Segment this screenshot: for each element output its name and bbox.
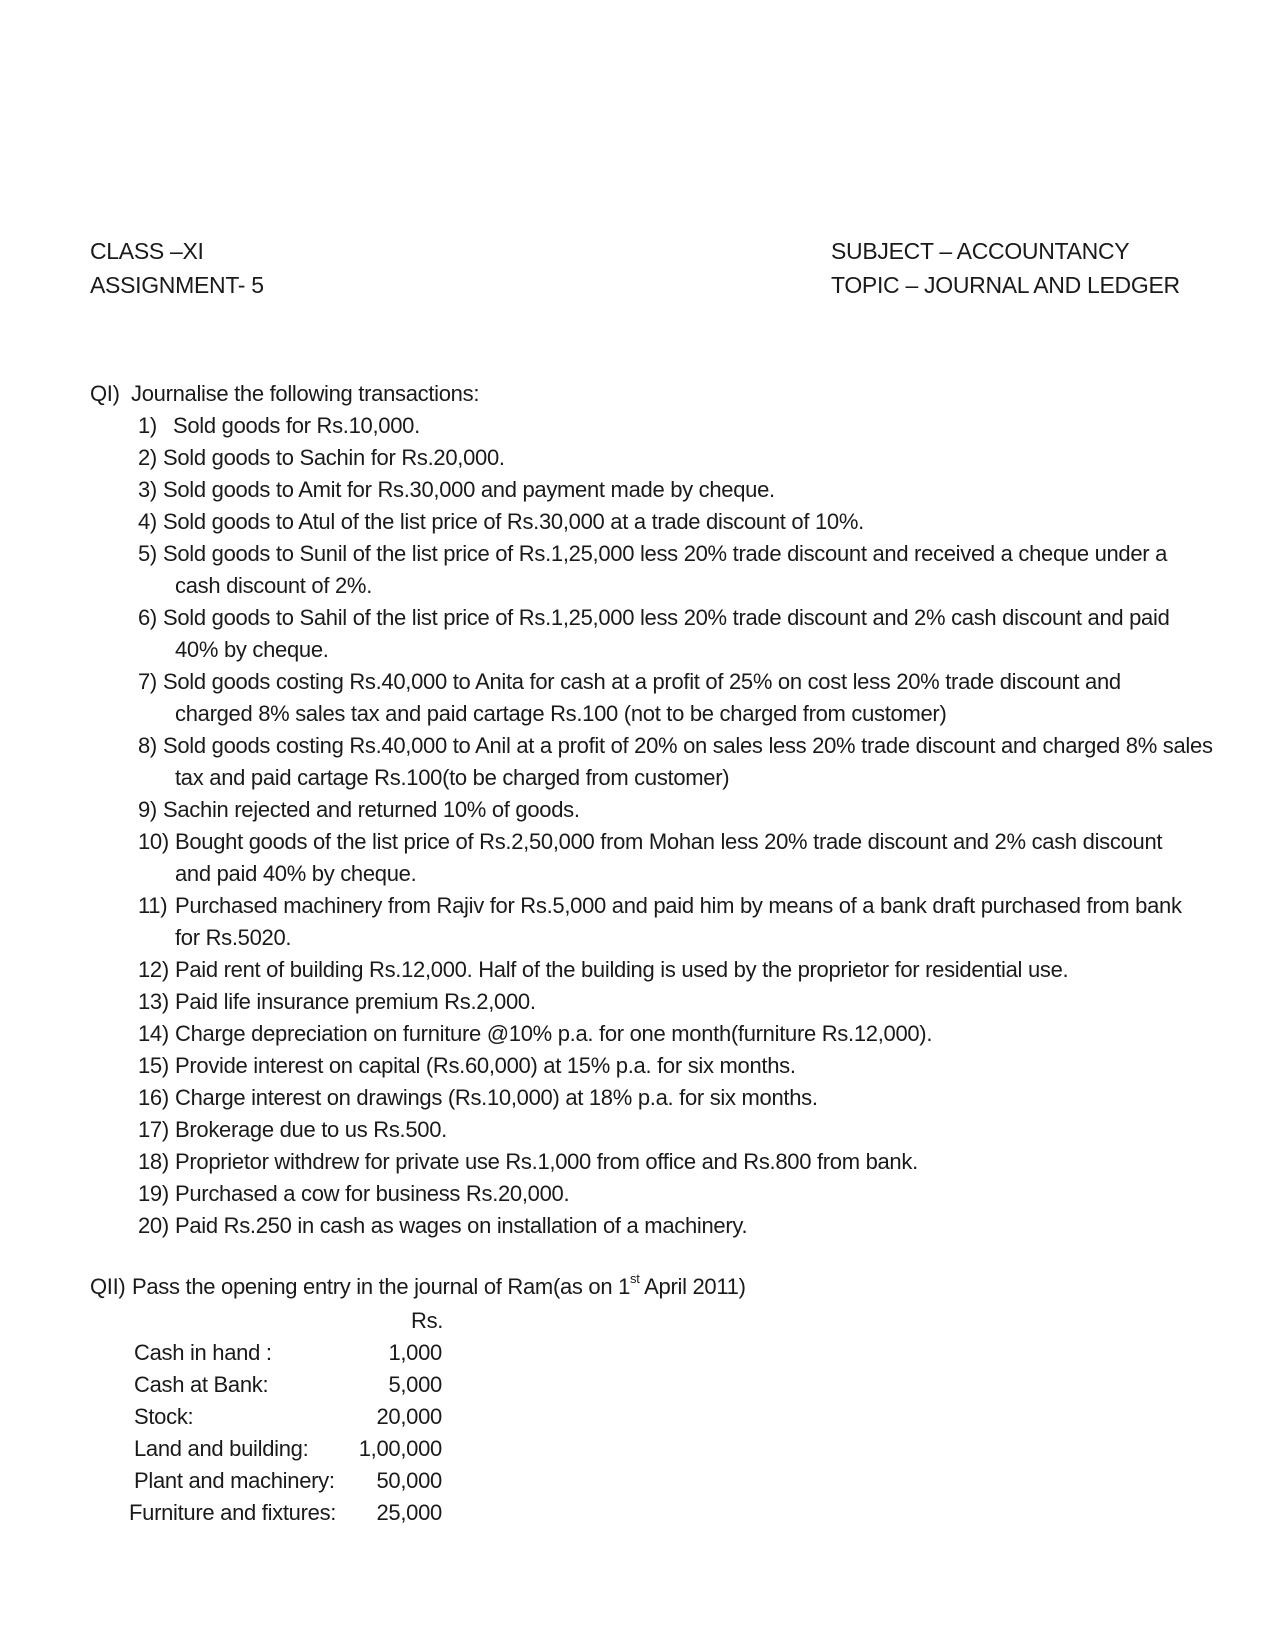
balance-value: 1,00,000 — [358, 1436, 442, 1461]
question-1-item-number: 9) — [138, 797, 157, 822]
question-1-item-number: 11) — [138, 893, 168, 918]
question-1-item-number: 3) — [138, 477, 157, 502]
question-1-item-text: Sold goods costing Rs.40,000 to Anita for cash at a profit of 25% on cost less 20% trade discount and — [163, 669, 1121, 694]
question-2-title-text: Pass the opening entry in the journal of Ram(as on 1 — [132, 1274, 631, 1299]
assignment-label: ASSIGNMENT- 5 — [90, 272, 264, 298]
question-2-title-date: April 2011) — [639, 1274, 746, 1299]
question-1-item-number: 12) — [138, 957, 169, 982]
class-label: CLASS –XI — [90, 238, 204, 264]
currency-header: Rs. — [411, 1308, 444, 1333]
balance-label: Furniture and fixtures: — [129, 1500, 337, 1525]
question-1-item-text: Charge interest on drawings (Rs.10,000) at 18% p.a. for six months. — [175, 1085, 818, 1110]
question-1-item-continuation: charged 8% sales tax and paid cartage Rs.100 (not to be charged from customer) — [175, 701, 947, 726]
balance-label: Stock: — [134, 1404, 194, 1429]
question-1-item-number: 16) — [138, 1085, 169, 1110]
question-1-item-text: Sold goods to Atul of the list price of Rs.30,000 at a trade discount of 10%. — [163, 509, 864, 534]
question-1-item-number: 2) — [138, 445, 157, 470]
question-1-item-text: Sold goods to Sachin for Rs.20,000. — [163, 445, 505, 470]
question-1-item-text: Paid life insurance premium Rs.2,000. — [175, 989, 536, 1014]
question-1-item-continuation: tax and paid cartage Rs.100(to be charged from customer) — [175, 765, 730, 790]
question-1-item-text: Bought goods of the list price of Rs.2,50,000 from Mohan less 20% trade discount and 2% cash discount — [175, 829, 1163, 854]
question-2-title — [132, 1271, 746, 1299]
question-1-item-number: 18) — [138, 1149, 169, 1174]
question-1-item-text: Sachin rejected and returned 10% of goods. — [163, 797, 580, 822]
question-1-item-number: 10) — [138, 829, 169, 854]
question-1-item-text: Provide interest on capital (Rs.60,000) at 15% p.a. for six months. — [175, 1053, 796, 1078]
question-1-title: Journalise the following transactions: — [131, 381, 480, 406]
question-1-item-text: Paid Rs.250 in cash as wages on installation of a machinery. — [175, 1213, 748, 1238]
question-1-item-text: Sold goods to Sunil of the list price of Rs.1,25,000 less 20% trade discount and received a cheque under a — [163, 541, 1168, 566]
question-1-item-number: 14) — [138, 1021, 169, 1046]
question-1-item-number: 5) — [138, 541, 157, 566]
question-2-title-superscript: st — [630, 1271, 640, 1286]
question-1-item-text: Proprietor withdrew for private use Rs.1,000 from office and Rs.800 from bank. — [175, 1149, 918, 1174]
question-1-item-text: Brokerage due to us Rs.500. — [175, 1117, 447, 1142]
balance-value: 25,000 — [376, 1500, 442, 1525]
balance-label: Plant and machinery: — [134, 1468, 335, 1493]
question-1-item-number: 8) — [138, 733, 157, 758]
question-1-item-continuation: 40% by cheque. — [175, 637, 329, 662]
question-1-item-text: Charge depreciation on furniture @10% p.a. for one month(furniture Rs.12,000). — [175, 1021, 933, 1046]
balance-value: 50,000 — [376, 1468, 442, 1493]
question-1-item-number: 13) — [138, 989, 169, 1014]
question-1-item-text: Sold goods to Amit for Rs.30,000 and payment made by cheque. — [163, 477, 775, 502]
question-1-item-text: Sold goods for Rs.10,000. — [173, 413, 420, 438]
question-1-item-number: 6) — [138, 605, 157, 630]
question-1-item-number: 20) — [138, 1213, 169, 1238]
balance-label: Cash at Bank: — [134, 1372, 269, 1397]
question-1-item-continuation: and paid 40% by cheque. — [175, 861, 417, 886]
question-1-number: QI) — [90, 381, 120, 406]
balance-label: Land and building: — [134, 1436, 309, 1461]
subject-label: SUBJECT – ACCOUNTANCY — [831, 238, 1130, 264]
balance-value: 5,000 — [388, 1372, 442, 1397]
question-2-number: QII) — [90, 1274, 126, 1299]
balance-value: 1,000 — [388, 1340, 442, 1365]
question-1-item-number: 17) — [138, 1117, 169, 1142]
question-1-item-text: Sold goods costing Rs.40,000 to Anil at a profit of 20% on sales less 20% trade discount and charged 8% sales — [163, 733, 1213, 758]
question-1-item-text: Paid rent of building Rs.12,000. Half of the building is used by the proprietor for residential use. — [175, 957, 1069, 982]
question-1-item-number: 19) — [138, 1181, 169, 1206]
balance-value: 20,000 — [376, 1404, 442, 1429]
question-1-item-continuation: for Rs.5020. — [175, 925, 292, 950]
topic-label: TOPIC – JOURNAL AND LEDGER — [831, 272, 1180, 298]
balance-label: Cash in hand : — [134, 1340, 272, 1365]
question-1-item-text: Sold goods to Sahil of the list price of Rs.1,25,000 less 20% trade discount and 2% cash discount and paid — [163, 605, 1170, 630]
question-1-item-number: 1) — [138, 413, 157, 438]
question-1-item-text: Purchased machinery from Rajiv for Rs.5,000 and paid him by means of a bank draft purchased from bank — [175, 893, 1182, 918]
question-1-item-text: Purchased a cow for business Rs.20,000. — [175, 1181, 570, 1206]
question-1-item-number: 15) — [138, 1053, 169, 1078]
question-1-item-continuation: cash discount of 2%. — [175, 573, 373, 598]
question-1-item-number: 4) — [138, 509, 157, 534]
question-1-item-number: 7) — [138, 669, 157, 694]
